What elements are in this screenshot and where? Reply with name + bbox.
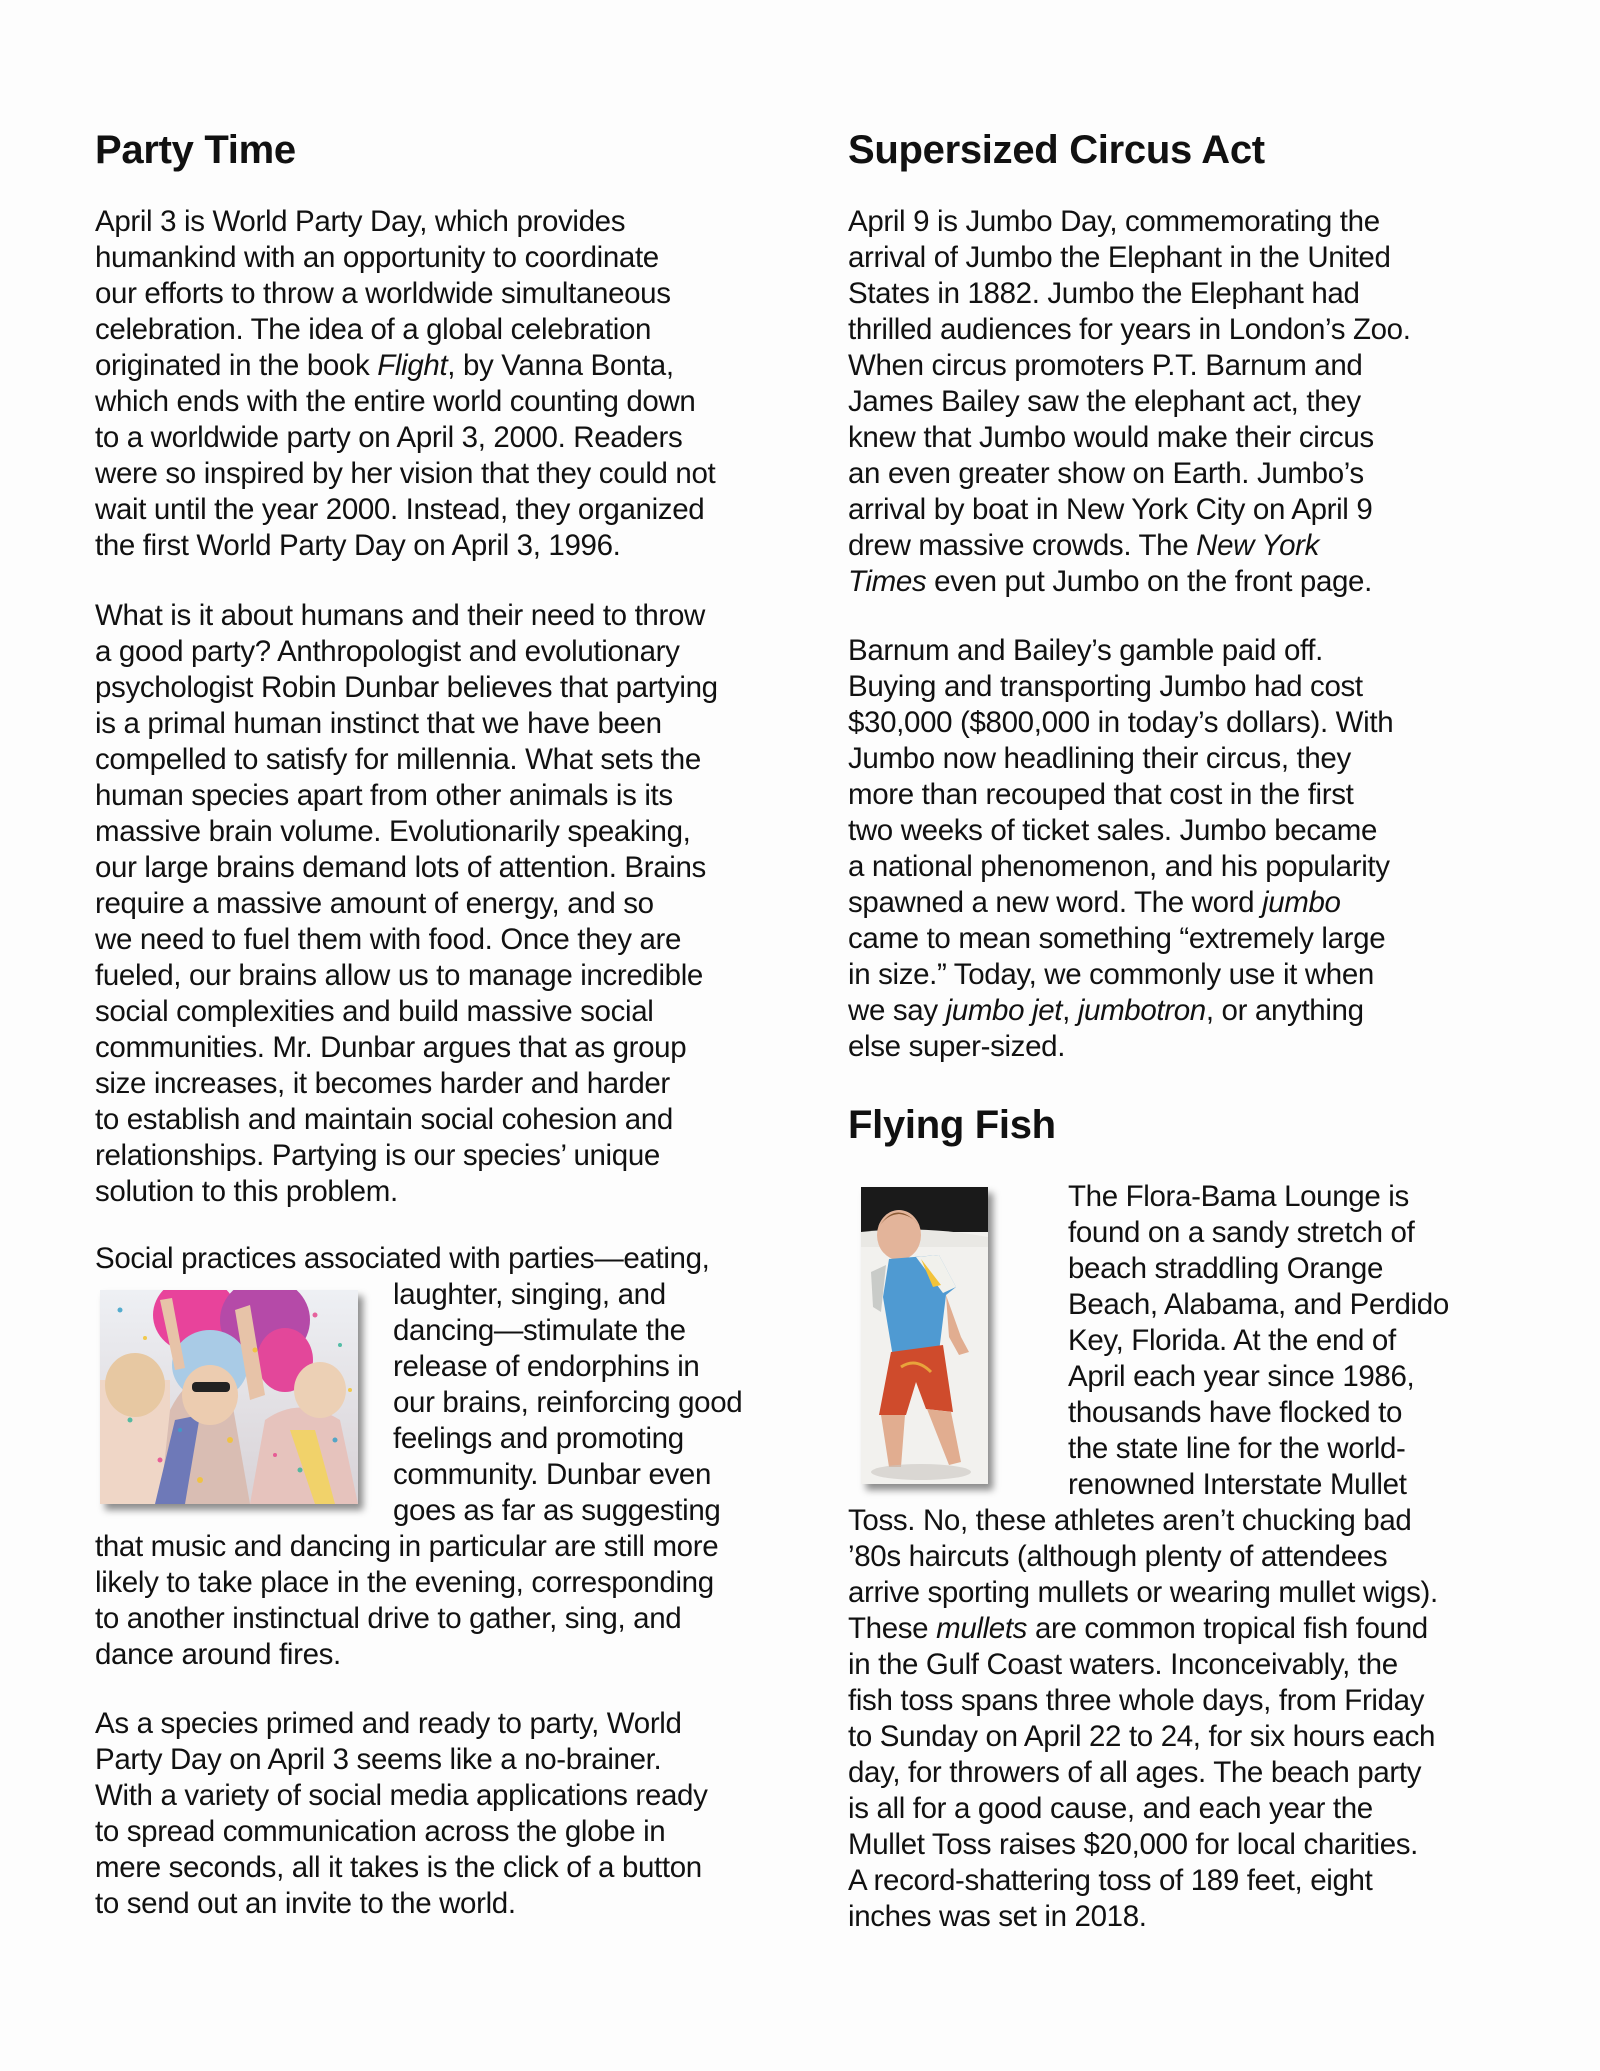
text-line: a good party? Anthropologist and evolutionary: [95, 635, 680, 668]
party-paragraph-3-first-line: [95, 1241, 709, 1277]
text-line: relationships. Partying is our species’ unique: [95, 1139, 660, 1172]
text-line: likely to take place in the evening, corresponding: [95, 1566, 714, 1599]
text-line: Mullet Toss raises $20,000 for local charities.: [848, 1828, 1419, 1861]
text-line: wait until the year 2000. Instead, they organized: [95, 493, 705, 526]
text-line: more than recouped that cost in the first: [848, 778, 1354, 811]
text-line: inches was set in 2018.: [848, 1900, 1147, 1933]
party-paragraph-1: [95, 204, 715, 564]
text-line: These mullets are common tropical fish found: [848, 1612, 1428, 1645]
text-line: laughter, singing, and: [393, 1278, 666, 1311]
text-line: an even greater show on Earth. Jumbo’s: [848, 457, 1364, 490]
text-line: When circus promoters P.T. Barnum and: [848, 349, 1363, 382]
text-line: arrival of Jumbo the Elephant in the United: [848, 241, 1391, 274]
text-line: mere seconds, all it takes is the click of a button: [95, 1851, 702, 1884]
text-line: in size.” Today, we commonly use it when: [848, 958, 1374, 991]
italic-text: jumbotron: [1077, 994, 1206, 1027]
text-line: Party Day on April 3 seems like a no-brainer.: [95, 1743, 662, 1776]
text-line: found on a sandy stretch of: [1068, 1216, 1415, 1249]
text-line: fish toss spans three whole days, from Friday: [848, 1684, 1425, 1717]
text-line: size increases, it becomes harder and harder: [95, 1067, 670, 1100]
text-line: drew massive crowds. The New York: [848, 529, 1320, 562]
text-line: Barnum and Bailey’s gamble paid off.: [848, 634, 1324, 667]
party-paragraph-3-wrapped: [393, 1277, 742, 1529]
italic-text: New York: [1196, 529, 1320, 562]
fish-paragraph-wrapped: [1068, 1179, 1449, 1503]
text-line: Times even put Jumbo on the front page.: [848, 565, 1372, 598]
party-celebration-image: [100, 1290, 358, 1504]
text-line: our brains, reinforcing good: [393, 1386, 743, 1419]
heading-supersized-circus-act: Supersized Circus Act: [848, 128, 1265, 172]
boy-with-fish-image: [861, 1187, 988, 1484]
heading-flying-fish: Flying Fish: [848, 1103, 1056, 1147]
text-line: a national phenomenon, and his popularity: [848, 850, 1390, 883]
text-line: knew that Jumbo would make their circus: [848, 421, 1374, 454]
text-line: community. Dunbar even: [393, 1458, 712, 1491]
text-line: in the Gulf Coast waters. Inconceivably, the: [848, 1648, 1398, 1681]
party-paragraph-4: [95, 1706, 707, 1922]
text-line: feelings and promoting: [393, 1422, 684, 1455]
text-line: that music and dancing in particular are still more: [95, 1530, 719, 1563]
italic-text: jumbo jet: [945, 994, 1063, 1027]
text-line: is a primal human instinct that we have been: [95, 707, 662, 740]
text-line: $30,000 ($800,000 in today’s dollars). With: [848, 706, 1394, 739]
text-line: A record-shattering toss of 189 feet, eight: [848, 1864, 1373, 1897]
text-line: What is it about humans and their need to throw: [95, 599, 705, 632]
text-line: dance around fires.: [95, 1638, 341, 1671]
circus-paragraph-1: [848, 204, 1411, 600]
text-line: originated in the book Flight, by Vanna Bonta,: [95, 349, 674, 382]
text-line: April each year since 1986,: [1068, 1360, 1415, 1393]
party-paragraph-2: [95, 598, 718, 1210]
flying-fish-photo: [861, 1187, 988, 1484]
text-line: Jumbo now headlining their circus, they: [848, 742, 1351, 775]
text-line: Toss. No, these athletes aren’t chucking bad: [848, 1504, 1412, 1537]
italic-text: jumbo: [1262, 886, 1341, 919]
text-line: release of endorphins in: [393, 1350, 700, 1383]
text-line: to spread communication across the globe in: [95, 1815, 666, 1848]
text-line: day, for throwers of all ages. The beach party: [848, 1756, 1422, 1789]
party-photo: [100, 1290, 358, 1504]
italic-text: Flight: [377, 349, 448, 382]
circus-paragraph-2: [848, 633, 1393, 1065]
text-line: celebration. The idea of a global celebration: [95, 313, 652, 346]
text-line: humankind with an opportunity to coordinate: [95, 241, 659, 274]
text-line: we say jumbo jet, jumbotron, or anything: [848, 994, 1364, 1027]
text-line: psychologist Robin Dunbar believes that partying: [95, 671, 718, 704]
italic-text: mullets: [936, 1612, 1028, 1645]
text-line: two weeks of ticket sales. Jumbo became: [848, 814, 1378, 847]
text-line: As a species primed and ready to party, World: [95, 1707, 682, 1740]
heading-party-time: Party Time: [95, 128, 296, 172]
text-line: April 9 is Jumbo Day, commemorating the: [848, 205, 1380, 238]
text-line: to Sunday on April 22 to 24, for six hours each: [848, 1720, 1436, 1753]
text-line: the first World Party Day on April 3, 1996.: [95, 529, 621, 562]
text-line: which ends with the entire world counting down: [95, 385, 696, 418]
text-line: thousands have flocked to: [1068, 1396, 1403, 1429]
text-line: social complexities and build massive social: [95, 995, 654, 1028]
text-line: April 3 is World Party Day, which provides: [95, 205, 626, 238]
party-paragraph-3-rest: [95, 1529, 718, 1673]
text-line: States in 1882. Jumbo the Elephant had: [848, 277, 1360, 310]
text-line: renowned Interstate Mullet: [1068, 1468, 1407, 1501]
text-line: With a variety of social media applications ready: [95, 1779, 708, 1812]
text-line: compelled to satisfy for millennia. What sets the: [95, 743, 701, 776]
text-line: Beach, Alabama, and Perdido: [1068, 1288, 1449, 1321]
text-line: Buying and transporting Jumbo had cost: [848, 670, 1363, 703]
text-line: fueled, our brains allow us to manage incredible: [95, 959, 703, 992]
text-line: massive brain volume. Evolutionarily speaking,: [95, 815, 691, 848]
text-line: is all for a good cause, and each year the: [848, 1792, 1373, 1825]
text-line: were so inspired by her vision that they could not: [95, 457, 716, 490]
text-line: beach straddling Orange: [1068, 1252, 1384, 1285]
text-line: to establish and maintain social cohesion and: [95, 1103, 673, 1136]
italic-text: Times: [848, 565, 927, 598]
text-line: our large brains demand lots of attention. Brains: [95, 851, 706, 884]
text-line: the state line for the world-: [1068, 1432, 1406, 1465]
text-line: Key, Florida. At the end of: [1068, 1324, 1396, 1357]
text-line: to a worldwide party on April 3, 2000. Readers: [95, 421, 683, 454]
text-line: require a massive amount of energy, and so: [95, 887, 654, 920]
text-line: solution to this problem.: [95, 1175, 398, 1208]
text-line: The Flora-Bama Lounge is: [1068, 1180, 1409, 1213]
text-line: ’80s haircuts (although plenty of attendees: [848, 1540, 1388, 1573]
text-line: Social practices associated with parties—eating,: [95, 1242, 710, 1275]
text-line: communities. Mr. Dunbar argues that as group: [95, 1031, 687, 1064]
text-line: goes as far as suggesting: [393, 1494, 721, 1527]
text-line: came to mean something “extremely large: [848, 922, 1386, 955]
text-line: human species apart from other animals is its: [95, 779, 673, 812]
text-line: spawned a new word. The word jumbo: [848, 886, 1341, 919]
text-line: arrive sporting mullets or wearing mullet wigs).: [848, 1576, 1438, 1609]
fish-paragraph-rest: [848, 1503, 1438, 1935]
text-line: dancing—stimulate the: [393, 1314, 686, 1347]
text-line: to another instinctual drive to gather, sing, and: [95, 1602, 682, 1635]
text-line: else super-sized.: [848, 1030, 1066, 1063]
text-line: arrival by boat in New York City on April 9: [848, 493, 1373, 526]
text-line: thrilled audiences for years in London’s Zoo.: [848, 313, 1411, 346]
text-line: our efforts to throw a worldwide simultaneous: [95, 277, 671, 310]
text-line: James Bailey saw the elephant act, they: [848, 385, 1361, 418]
text-line: to send out an invite to the world.: [95, 1887, 516, 1920]
text-line: we need to fuel them with food. Once they are: [95, 923, 682, 956]
